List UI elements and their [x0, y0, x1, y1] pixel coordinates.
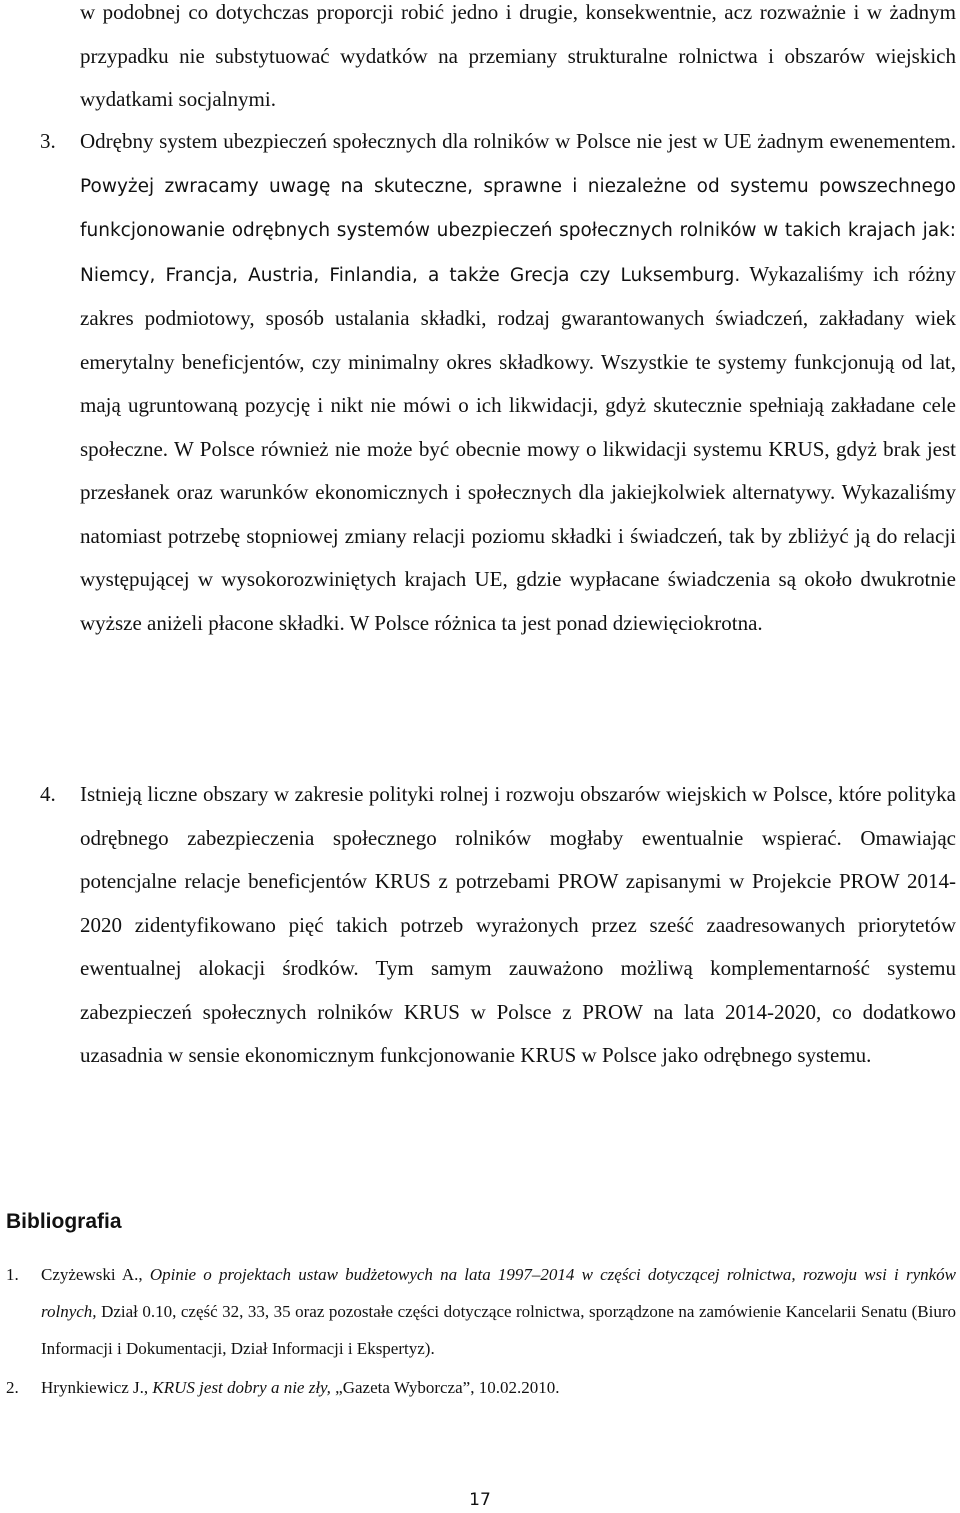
- list-item-3: [40, 120, 956, 645]
- bibliography-number: 2.: [6, 1378, 19, 1397]
- bibliography-number: 1.: [6, 1265, 19, 1284]
- continuation-paragraph: w podobnej co dotychczas proporcji robić jedno i drugie, konsekwentnie, acz rozważnie i w żadnym przypadku nie substytuować wydatków na przemiany strukturalne rolnictwa i obszarów wiejskich wydatkami socjalnymi.: [80, 0, 956, 111]
- list-item-4: [40, 773, 956, 1078]
- item4-text: Istnieją liczne obszary w zakresie polityki rolnej i rozwoju obszarów wiejskich w Polsce, które polityka odrębnego zabezpieczenia społecznego rolników mogłaby ewentualnie wspierać. Omawiając potencjalne relacje beneficjentów KRUS z potrzebami PROW zapisanymi w Projekcie PROW 2014-2020 zidentyfikowano pięć takich potrzeb wyrażonych przez sześć zaadresowanych priorytetów ewentualnej alokacji środków. Tym samym zauważono możliwą komplementarność systemu zabezpieczeń społecznych rolników KRUS w Polsce z PROW na lata 2014-2020, co dodatkowo uzasadnia w sensie ekonomicznym funkcjonowanie KRUS w Polsce jako odrębnego systemu.: [80, 782, 956, 1067]
- bibliography-list: [6, 1256, 956, 1408]
- bibliography-title: Opinie o projektach ustaw budżetowych na lata 1997–2014 w części dotyczącej rolnictwa, rozwoju wsi i rynków rolnych,: [41, 1265, 956, 1321]
- bibliography-author: Hrynkiewicz J.,: [41, 1378, 149, 1397]
- list-item-text: [80, 120, 956, 645]
- bibliography-entry: [6, 1256, 956, 1367]
- bibliography-details: „Gazeta Wyborcza”, 10.02.2010.: [335, 1378, 560, 1397]
- bibliography-details: Dział 0.10, część 32, 33, 35 oraz pozostałe części dotyczące rolnictwa, sporządzone na zamówienie Kancelarii Senatu (Biuro Informacji i Dokumentacji, Dział Informacji i Ekspertyz).: [41, 1302, 956, 1358]
- bibliography-heading: Bibliografia: [6, 1210, 122, 1233]
- page-number: 17: [469, 1490, 491, 1510]
- item3-sans-text: Powyżej zwracamy uwagę na skuteczne, sprawne i niezależne od systemu powszechnego funkcjonowanie odrębnych systemów ubezpieczeń społecznych rolników w takich krajach jak: Niemcy, Francja, Austria, Finlandia, a także Grecja czy Luksemburg.: [80, 175, 956, 286]
- list-number: 3.: [40, 129, 56, 153]
- item3-rest: Wykazaliśmy ich różny zakres podmiotowy, sposób ustalania składki, rodzaj gwarantowanych świadczeń, zakładany wiek emerytalny beneficjentów, czy minimalny okres składkowy. Wszystkie te systemy funkcjonują od lat, mają ugruntowaną pozycję i nikt nie mówi o ich likwidacji, gdyż skutecznie spełniają zakładane cele społeczne. W Polsce również nie może być obecnie mowy o likwidacji systemu KRUS, gdyż brak jest przesłanek oraz warunków ekonomicznych i społecznych dla jakiejkolwiek alternatywy. Wykazaliśmy natomiast potrzebę stopniowej zmiany relacji poziomu składki i świadczeń, tak by zbliżyć ją do relacji występującej w wysokorozwiniętych krajach UE, gdzie wypłacane świadczenia są około dwukrotnie wyższe aniżeli płacone składki. W Polsce różnica ta jest ponad dziewięciokrotna.: [80, 261, 956, 635]
- item3-lead: Odrębny system ubezpieczeń społecznych dla rolników w Polsce nie jest w UE żadnym ewenementem.: [80, 129, 956, 153]
- list-number: 4.: [40, 782, 56, 806]
- bibliography-entry: [6, 1369, 956, 1406]
- bibliography-title: KRUS jest dobry a nie zły,: [152, 1378, 331, 1397]
- bibliography-author: Czyżewski A.,: [41, 1265, 143, 1284]
